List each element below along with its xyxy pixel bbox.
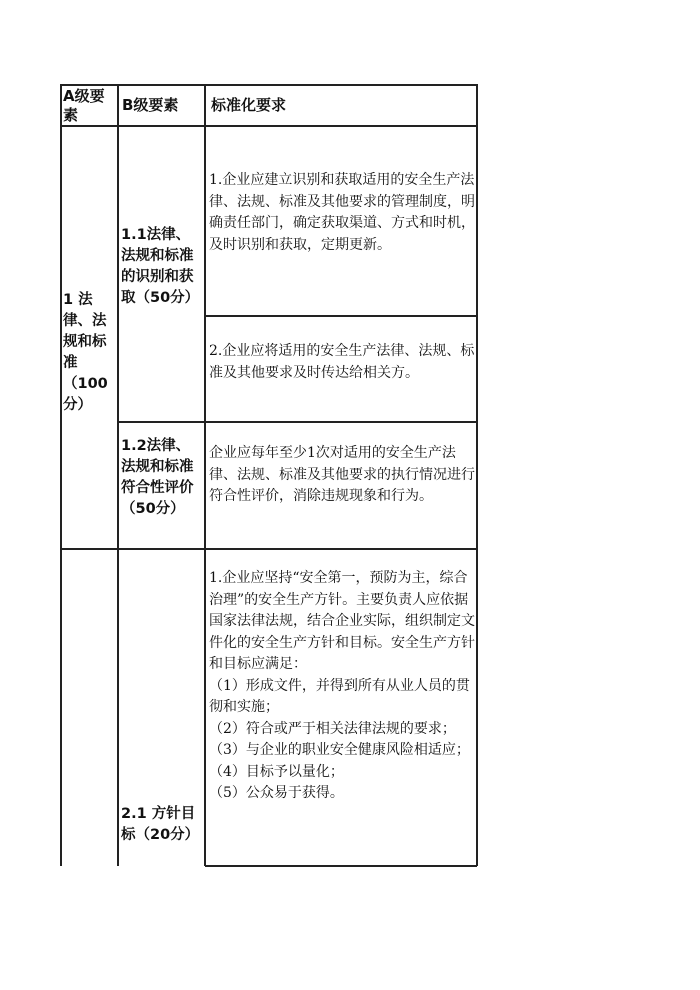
b-element-2-1: 2.1 方针目标（20分） <box>121 806 200 843</box>
table-border-bottom-right <box>205 865 477 867</box>
col-divider-a-b <box>117 84 119 866</box>
requirement-1-1-1: 1.企业应建立识别和获取适用的安全生产法律、法规、标准及其他要求的管理制度，明确责任部门，确定获取渠道、方式和时机，及时识别和获取，定期更新。 <box>209 172 475 253</box>
row-divider-a-1 <box>60 548 477 550</box>
a-element-1: 1 法律、法规和标准（100分） <box>63 292 108 413</box>
row-divider-req-1 <box>205 315 477 317</box>
header-divider <box>60 125 477 127</box>
requirement-1-1-2: 2.企业应将适用的安全生产法律、法规、标准及其他要求及时传达给相关方。 <box>209 343 475 381</box>
table-border-right <box>476 84 478 866</box>
b-element-1-2: 1.2法律、法规和标准符合性评价（50分） <box>121 438 194 517</box>
table-border-top <box>60 84 477 86</box>
table-border-left <box>60 84 62 866</box>
header-col-a: A级要素 <box>63 87 105 124</box>
requirement-1-2-1: 企业应每年至少1次对适用的安全生产法律、法规、标准及其他要求的执行情况进行符合性评价，消除违规现象和行为。 <box>209 445 475 504</box>
col-divider-b-c <box>204 84 206 866</box>
header-col-b: B级要素 <box>122 96 179 114</box>
header-col-c: 标准化要求 <box>211 96 287 114</box>
b-element-1-1: 1.1法律、法规和标准的识别和获取（50分） <box>121 227 200 306</box>
requirement-2-1-1: 1.企业应坚持“安全第一，预防为主，综合治理”的安全生产方针。主要负责人应依据国家法律法规，结合企业实际，组织制定文件化的安全生产方针和目标。安全生产方针和目标应满足： （1）形成文件，并得到所有从业人员的贯彻和实施； （2）符合或严于相关法律法规的要求； （3）与企业的职业安全健康风险相适应； （4）目标予以量化； （5）公众易于获得。 <box>209 570 475 801</box>
row-divider-b-1 <box>117 421 477 423</box>
